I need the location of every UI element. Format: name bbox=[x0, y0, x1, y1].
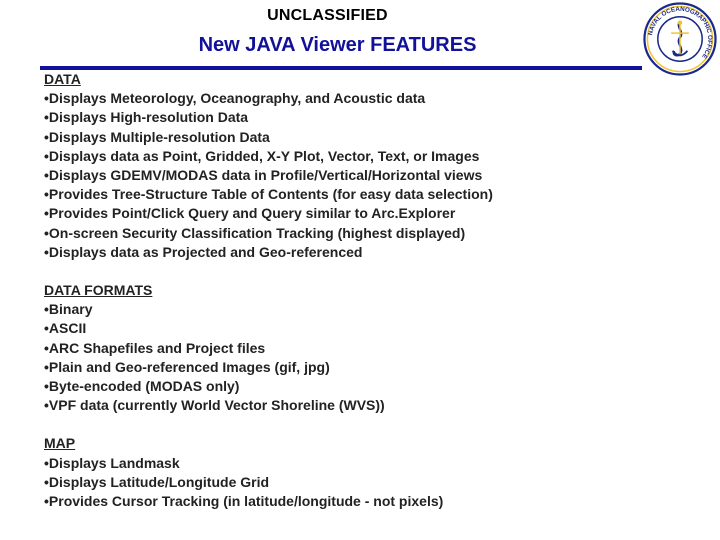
features-content bbox=[44, 70, 704, 530]
section-data bbox=[44, 70, 704, 262]
list-item: • Provides Tree-Structure Table of Contents (for easy data selection) bbox=[44, 185, 704, 204]
list-item: • Displays data as Point, Gridded, X-Y Plot, Vector, Text, or Images bbox=[44, 147, 704, 166]
list-item: • Plain and Geo-referenced Images (gif, jpg) bbox=[44, 358, 704, 377]
section-data-formats bbox=[44, 281, 704, 415]
bullet-list bbox=[44, 454, 704, 512]
section-heading: MAP bbox=[44, 435, 76, 452]
list-item: • Displays Multiple-resolution Data bbox=[44, 128, 704, 147]
list-item: • Displays High-resolution Data bbox=[44, 108, 704, 127]
naval-oceanographic-office-seal-icon bbox=[643, 2, 717, 76]
list-item: • Displays data as Projected and Geo-referenced bbox=[44, 243, 704, 262]
classification-banner: UNCLASSIFIED bbox=[267, 7, 388, 24]
list-item: • Provides Point/Click Query and Query similar to Arc.Explorer bbox=[44, 204, 704, 223]
list-item: • On-screen Security Classification Tracking (highest displayed) bbox=[44, 224, 704, 243]
list-item: • ARC Shapefiles and Project files bbox=[44, 339, 704, 358]
list-item: • Provides Cursor Tracking (in latitude/longitude - not pixels) bbox=[44, 492, 704, 511]
list-item: • Binary bbox=[44, 300, 704, 319]
bullet-list bbox=[44, 300, 704, 415]
list-item: • VPF data (currently World Vector Shoreline (WVS)) bbox=[44, 396, 704, 415]
svg-text:NAVAL OCEANOGRAPHIC OFFICE: NAVAL OCEANOGRAPHIC OFFICE bbox=[647, 5, 714, 60]
list-item: • Displays Latitude/Longitude Grid bbox=[44, 473, 704, 492]
list-item: • ASCII bbox=[44, 319, 704, 338]
list-item: • Displays GDEMV/MODAS data in Profile/Vertical/Horizontal views bbox=[44, 166, 704, 185]
list-item: • Displays Meteorology, Oceanography, and Acoustic data bbox=[44, 89, 704, 108]
list-item: • Displays Landmask bbox=[44, 454, 704, 473]
bullet-list bbox=[44, 89, 704, 262]
section-map bbox=[44, 434, 704, 511]
section-heading: DATA bbox=[44, 71, 81, 87]
section-heading: DATA FORMATS bbox=[44, 282, 153, 299]
page-title: New JAVA Viewer FEATURES bbox=[198, 34, 477, 56]
list-item: • Byte-encoded (MODAS only) bbox=[44, 377, 704, 396]
